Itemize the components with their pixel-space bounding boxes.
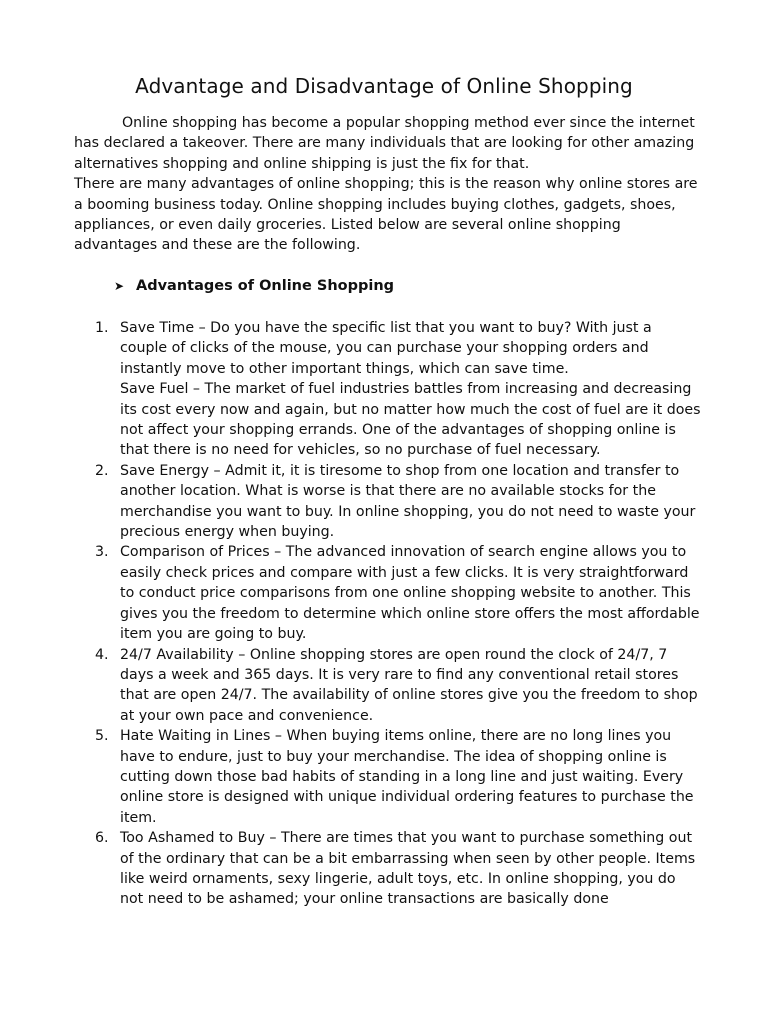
list-item-number: 2. xyxy=(95,462,109,479)
list-item-text: 24/7 Availability – Online shopping stores are open round the clock of 24/7, 7 days a week and 365 days. It is very rare to find any conventional retail stores that are open 24/7. The availability of online stores give you the freedom to shop at your own pace and convenience. xyxy=(120,646,698,724)
list-item-text: Save Time – Do you have the specific list that you want to buy? With just a couple of clicks of the mouse, you can purchase your shopping orders and instantly move to other important things, which can save time. xyxy=(120,320,652,377)
list-item-number: 1. xyxy=(95,320,109,336)
section-heading xyxy=(114,276,394,296)
intro-section xyxy=(74,113,704,256)
list-item-number: 5. xyxy=(95,728,109,745)
list-item xyxy=(74,461,702,543)
list-item-number: 4. xyxy=(95,646,109,663)
arrow-bullet-icon: ➤ xyxy=(114,279,125,293)
list-item-text: Comparison of Prices – The advanced innovation of search engine allows you to easily check prices and compare with just a few clicks. It is very straightforward to conduct price comparisons from one online shopping website to another. This gives you the freedom to determine which online store offers the most affordable item you are going to buy. xyxy=(120,544,700,643)
list-item xyxy=(74,645,702,727)
section-heading-text: Advantages of Online Shopping xyxy=(136,278,395,294)
list-item xyxy=(74,828,702,910)
list-item-text: Save Energy – Admit it, it is tiresome to shop from one location and transfer to another location. What is worse is that there are no available stocks for the merchandise you want to buy. In online shopping, you do not need to waste your precious energy when buying. xyxy=(120,462,696,541)
list-item xyxy=(74,318,702,461)
document-title: Advantage and Disadvantage of Online Shopping xyxy=(135,74,633,98)
list-item-text: Too Ashamed to Buy – There are times that you want to purchase something out of the ordinary that can be a bit embarrassing when seen by other people. Items like weird ornaments, sexy lingerie, adult toys, etc. In online shopping, you do not need to be ashamed; your online transactions are basically done xyxy=(120,830,696,908)
intro-paragraph: Online shopping has become a popular shopping method ever since the internet has declared a takeover. There are many individuals that are looking for other amazing alternatives shopping and online shipping is just the fix for that. xyxy=(74,115,695,172)
list-item-number: 6. xyxy=(95,830,109,847)
list-item-text: Hate Waiting in Lines – When buying items online, there are no long lines you have to endure, just to buy your merchandise. The idea of shopping online is cutting down those bad habits of standing in a long line and just waiting. Every online store is designed with unique individual ordering features to purchase the item. xyxy=(120,728,694,826)
list-item-number: 3. xyxy=(95,544,109,561)
intro-paragraph: There are many advantages of online shopping; this is the reason why online stores are a booming business today. Online shopping includes buying clothes, gadgets, shoes, appliances, or even daily groceries. Listed below are several online shopping advantages and these are the following. xyxy=(74,176,698,254)
advantages-list xyxy=(74,318,702,910)
list-item xyxy=(74,726,702,828)
list-item-text: Save Fuel – The market of fuel industries battles from increasing and decreasing its cost every now and again, but no matter how much the cost of fuel are it does not affect your shopping errands. One of the advantages of shopping online is that there is no need for vehicles, so no purchase of fuel necessary. xyxy=(120,381,701,459)
list-item xyxy=(74,542,702,644)
